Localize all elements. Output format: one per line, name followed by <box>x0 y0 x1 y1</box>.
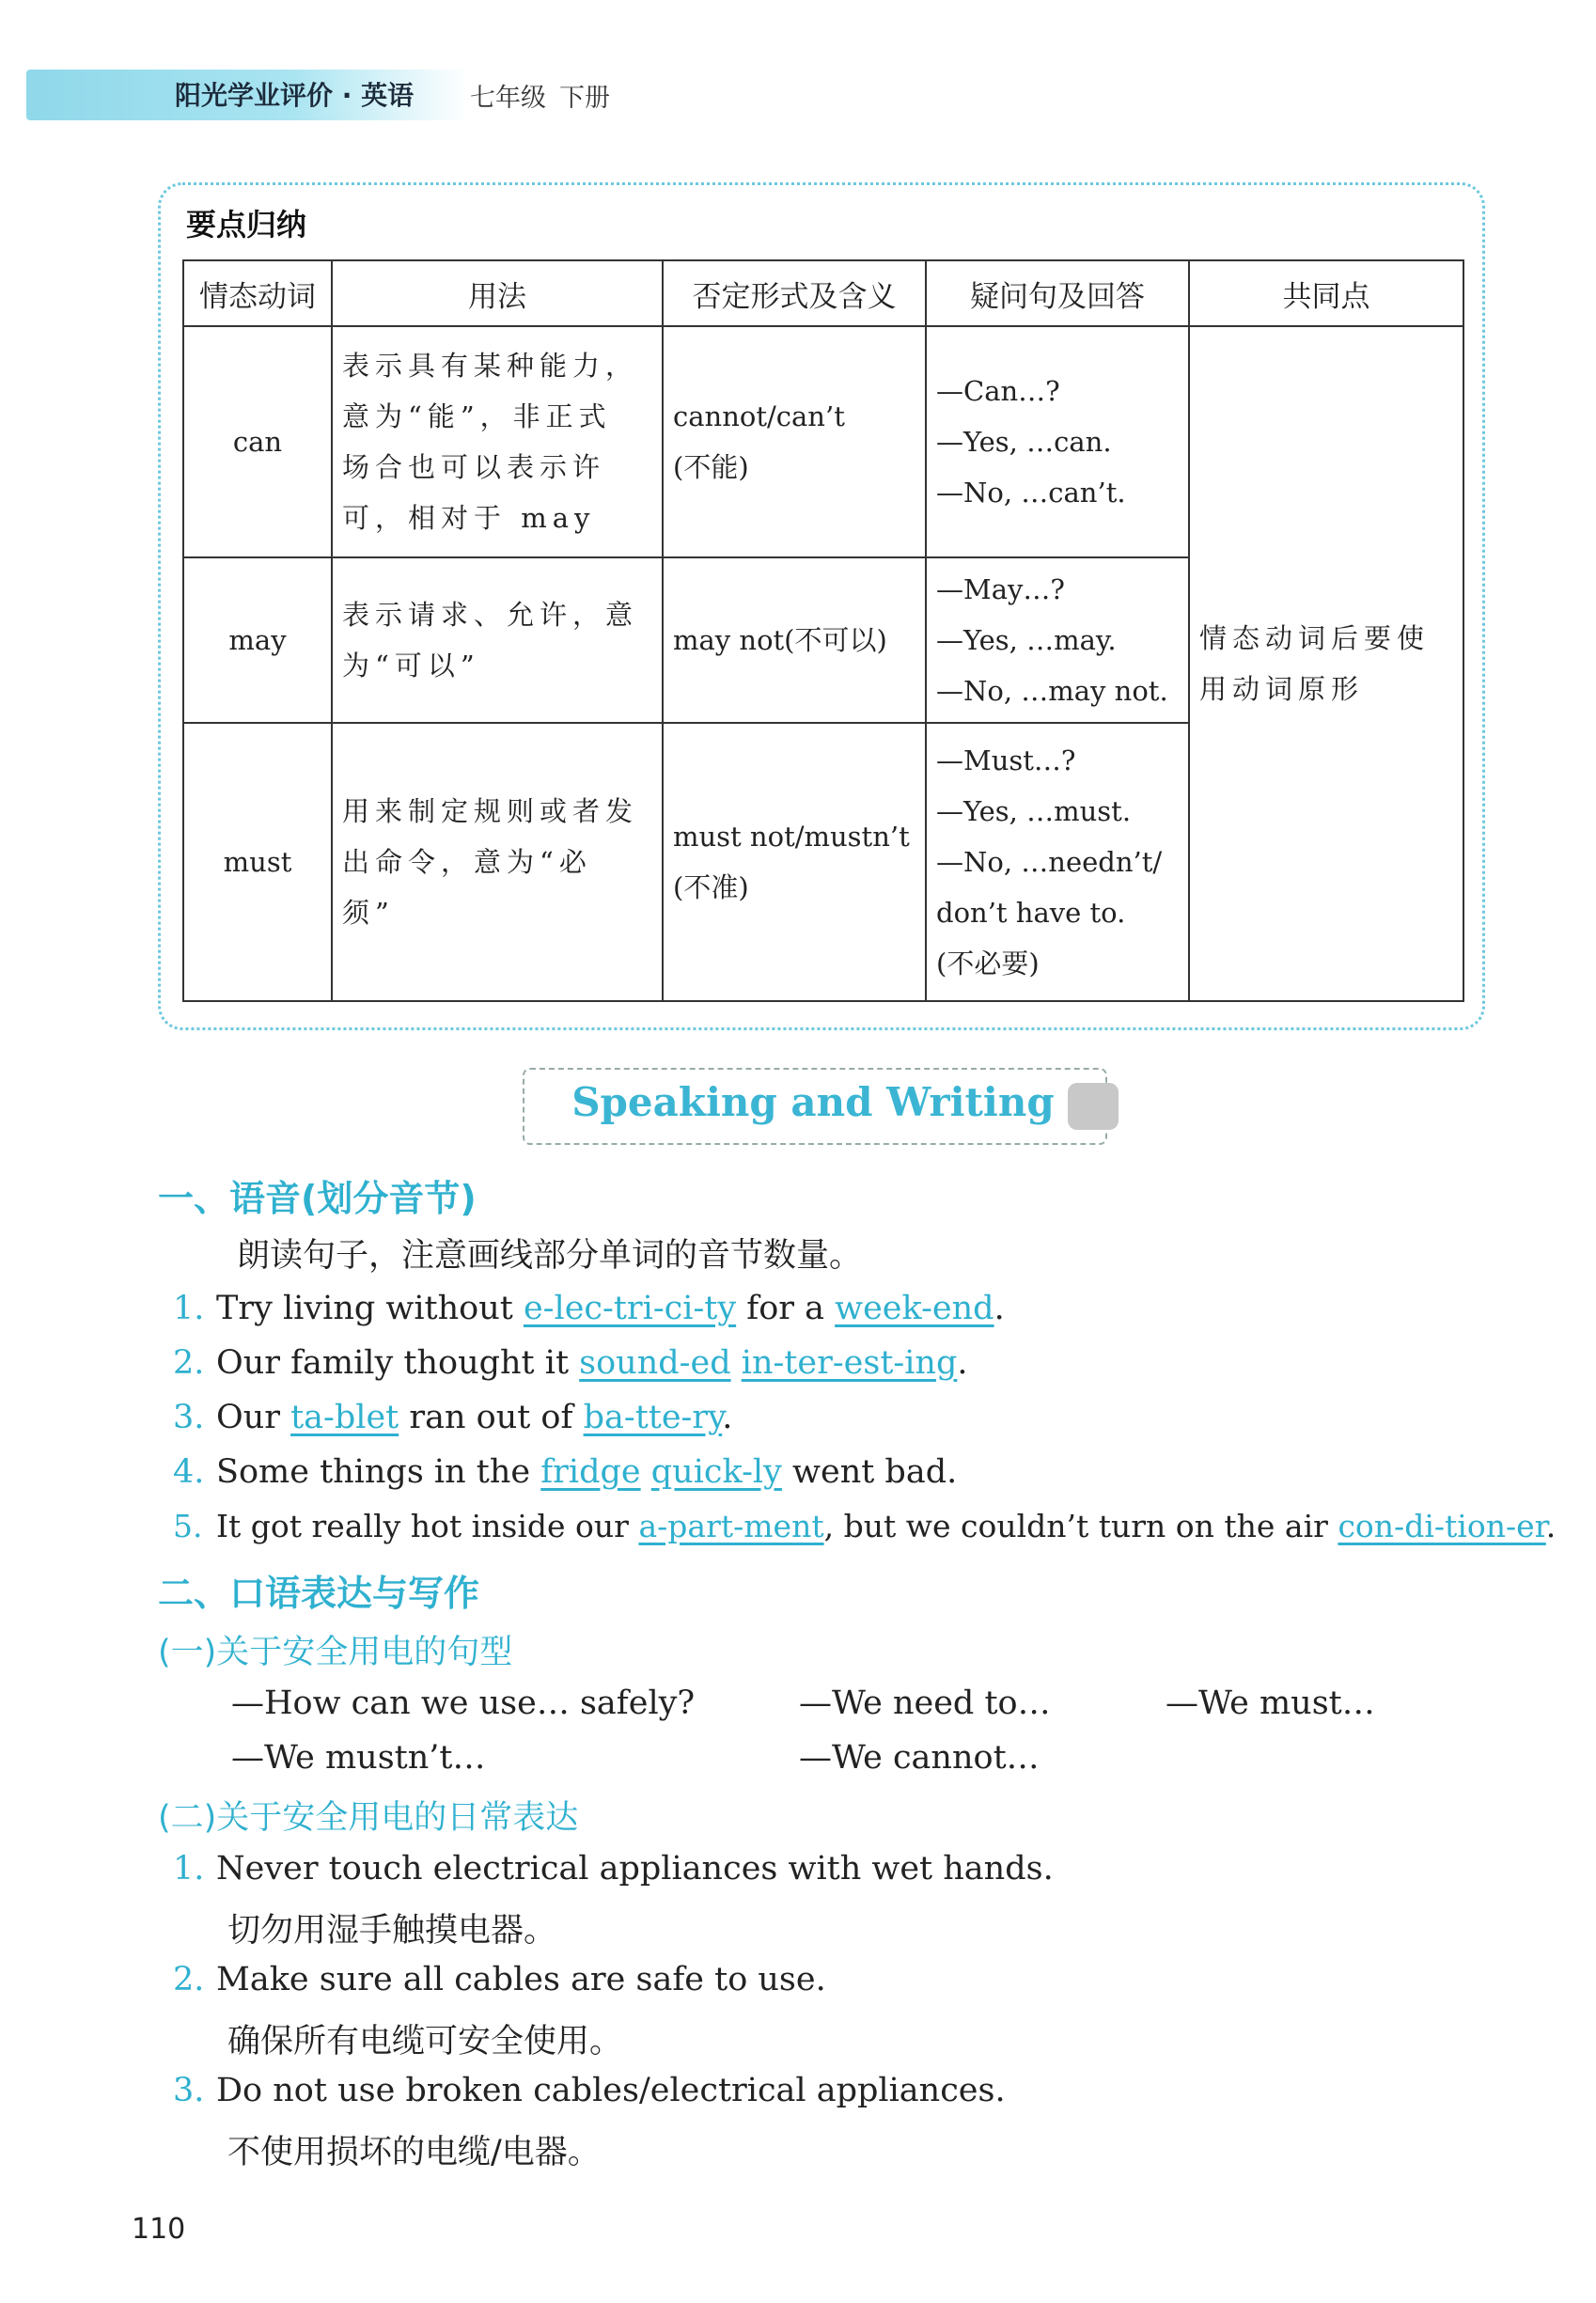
expression-zh: 切勿用湿手触摸电器。 <box>227 1912 557 1950</box>
common-cell <box>1189 326 1463 1001</box>
plain-text: Some things in the <box>216 1453 541 1491</box>
item-number: 1. <box>173 1850 205 1888</box>
plain-text <box>731 1344 742 1382</box>
item-number: 3. <box>173 1399 205 1436</box>
pronunciation-item <box>173 1344 968 1382</box>
expression-zh: 确保所有电缆可安全使用。 <box>227 2023 623 2060</box>
pronunciation-item <box>173 1508 1556 1544</box>
part1-heading: 一、语音(划分音节) <box>158 1178 477 1219</box>
usage-line: 可，相对于 may <box>342 502 596 534</box>
column-header: 疑问句及回答 <box>926 260 1189 326</box>
usage-line: 为“可以” <box>342 650 480 682</box>
negative-line: must not/mustn’t <box>673 821 910 853</box>
underlined-word: e-lec-tri-ci-ty <box>523 1290 737 1327</box>
column-header: 用法 <box>332 260 663 326</box>
question-cell <box>926 723 1189 1001</box>
column-header: 共同点 <box>1189 260 1463 326</box>
pronunciation-item <box>173 1399 732 1436</box>
question-line: —May…? <box>936 573 1065 605</box>
common-line: 用动词原形 <box>1199 673 1365 705</box>
sub2-heading: (二)关于安全用电的日常表达 <box>158 1799 579 1837</box>
question-cell <box>926 557 1189 723</box>
sentence-pattern: —How can we use… safely? <box>231 1684 696 1722</box>
plain-text: went bad. <box>781 1453 958 1491</box>
table-header-row <box>183 260 1463 326</box>
usage-line: 表示具有某种能力， <box>342 350 639 382</box>
part2-heading: 二、口语表达与写作 <box>158 1573 480 1614</box>
plain-text: . <box>994 1290 1005 1327</box>
underlined-word: a-part-ment <box>638 1508 824 1544</box>
sub1-heading: (一)关于安全用电的句型 <box>158 1634 513 1671</box>
expression-en <box>173 2072 1006 2109</box>
underlined-word: con-di-tion-er <box>1338 1508 1546 1544</box>
underlined-word: quick-ly <box>650 1453 782 1491</box>
common-line: 情态动词后要使 <box>1199 622 1431 654</box>
question-line: —Yes, …must. <box>936 795 1132 827</box>
grade-label: 七年级 <box>470 84 546 113</box>
question-line: —No, …may not. <box>936 675 1168 707</box>
pronunciation-item <box>173 1453 957 1491</box>
negative-cell <box>663 326 926 557</box>
item-number: 1. <box>173 1290 205 1327</box>
item-number: 5. <box>173 1508 203 1544</box>
negative-cell <box>663 557 926 723</box>
plain-text: , but we couldn’t turn on the air <box>823 1508 1338 1544</box>
table-row <box>183 326 1463 557</box>
underlined-word: in-ter-est-ing <box>741 1344 958 1382</box>
usage-line: 须” <box>342 897 395 929</box>
book-title: 阳光学业评价 · 英语 <box>175 80 415 111</box>
plain-text: . <box>1545 1508 1557 1544</box>
question-line: (不必要) <box>936 948 1040 979</box>
question-line: —Yes, …may. <box>936 624 1117 656</box>
english-sentence: Do not use broken cables/electrical appliances. <box>216 2072 1006 2109</box>
underlined-word: sound-ed <box>579 1344 731 1382</box>
plain-text <box>641 1453 651 1491</box>
usage-cell <box>332 557 663 723</box>
sentence-pattern: —We need to… <box>799 1684 1051 1722</box>
plain-text: . <box>722 1399 733 1436</box>
banner-decoration-icon <box>1068 1083 1119 1130</box>
question-cell <box>926 326 1189 557</box>
negative-line: (不能) <box>673 451 749 483</box>
expression-en <box>173 1961 826 1998</box>
question-line: don’t have to. <box>936 897 1126 929</box>
verb-cell: can <box>183 326 332 557</box>
plain-text: Try living without <box>216 1290 524 1327</box>
item-number: 2. <box>173 1344 205 1382</box>
summary-title: 要点归纳 <box>186 207 307 243</box>
item-number: 4. <box>173 1453 205 1491</box>
plain-text: ran out of <box>399 1399 584 1436</box>
negative-line: (不准) <box>673 871 749 903</box>
sentence-pattern: —We must… <box>1166 1684 1375 1722</box>
english-sentence: Make sure all cables are safe to use. <box>216 1961 826 1998</box>
section-banner-title: Speaking and Writing <box>571 1079 1055 1125</box>
negative-cell <box>663 723 926 1001</box>
column-header: 否定形式及含义 <box>663 260 926 326</box>
page-number: 110 <box>132 2213 186 2246</box>
usage-line: 场合也可以表示许 <box>342 451 606 483</box>
sentence-pattern: —We mustn’t… <box>231 1739 486 1777</box>
underlined-word: fridge <box>540 1453 641 1491</box>
underlined-word: week-end <box>835 1290 994 1327</box>
question-line: —Yes, …can. <box>936 426 1112 458</box>
question-line: —Must…? <box>936 744 1076 776</box>
plain-text: for a <box>736 1290 836 1327</box>
usage-cell <box>332 723 663 1001</box>
plain-text: It got really hot inside our <box>216 1508 639 1544</box>
underlined-word: ba-tte-ry <box>583 1399 723 1436</box>
negative-line: cannot/can’t <box>673 400 845 432</box>
question-line: —No, …needn’t/ <box>936 846 1163 878</box>
expression-en <box>173 1850 1054 1888</box>
plain-text: . <box>957 1344 968 1382</box>
item-number: 2. <box>173 1961 205 1998</box>
question-line: —No, …can’t. <box>936 477 1126 509</box>
expression-zh: 不使用损坏的电缆/电器。 <box>227 2134 601 2171</box>
usage-line: 用来制定规则或者发 <box>342 795 639 827</box>
underlined-word: ta-blet <box>290 1399 399 1436</box>
usage-line: 出命令，意为“必 <box>342 846 592 878</box>
verb-cell: must <box>183 723 332 1001</box>
part1-instruction: 朗读句子，注意画线部分单词的音节数量。 <box>237 1237 863 1275</box>
column-header: 情态动词 <box>183 260 332 326</box>
volume-label: 下册 <box>559 84 610 113</box>
english-sentence: Never touch electrical appliances with wet hands. <box>216 1850 1054 1888</box>
usage-cell <box>332 326 663 557</box>
plain-text: Our family thought it <box>216 1344 580 1382</box>
book-grade-volume <box>470 77 623 114</box>
usage-line: 意为“能”，非正式 <box>342 400 612 432</box>
pronunciation-item <box>173 1290 1005 1327</box>
question-line: —Can…? <box>936 375 1060 407</box>
plain-text: Our <box>216 1399 291 1436</box>
verb-cell: may <box>183 557 332 723</box>
negative-line: may not(不可以) <box>673 624 887 656</box>
modal-verb-table <box>182 259 1464 1002</box>
item-number: 3. <box>173 2072 205 2109</box>
usage-line: 表示请求、允许，意 <box>342 599 639 631</box>
sentence-pattern: —We cannot… <box>799 1739 1040 1777</box>
